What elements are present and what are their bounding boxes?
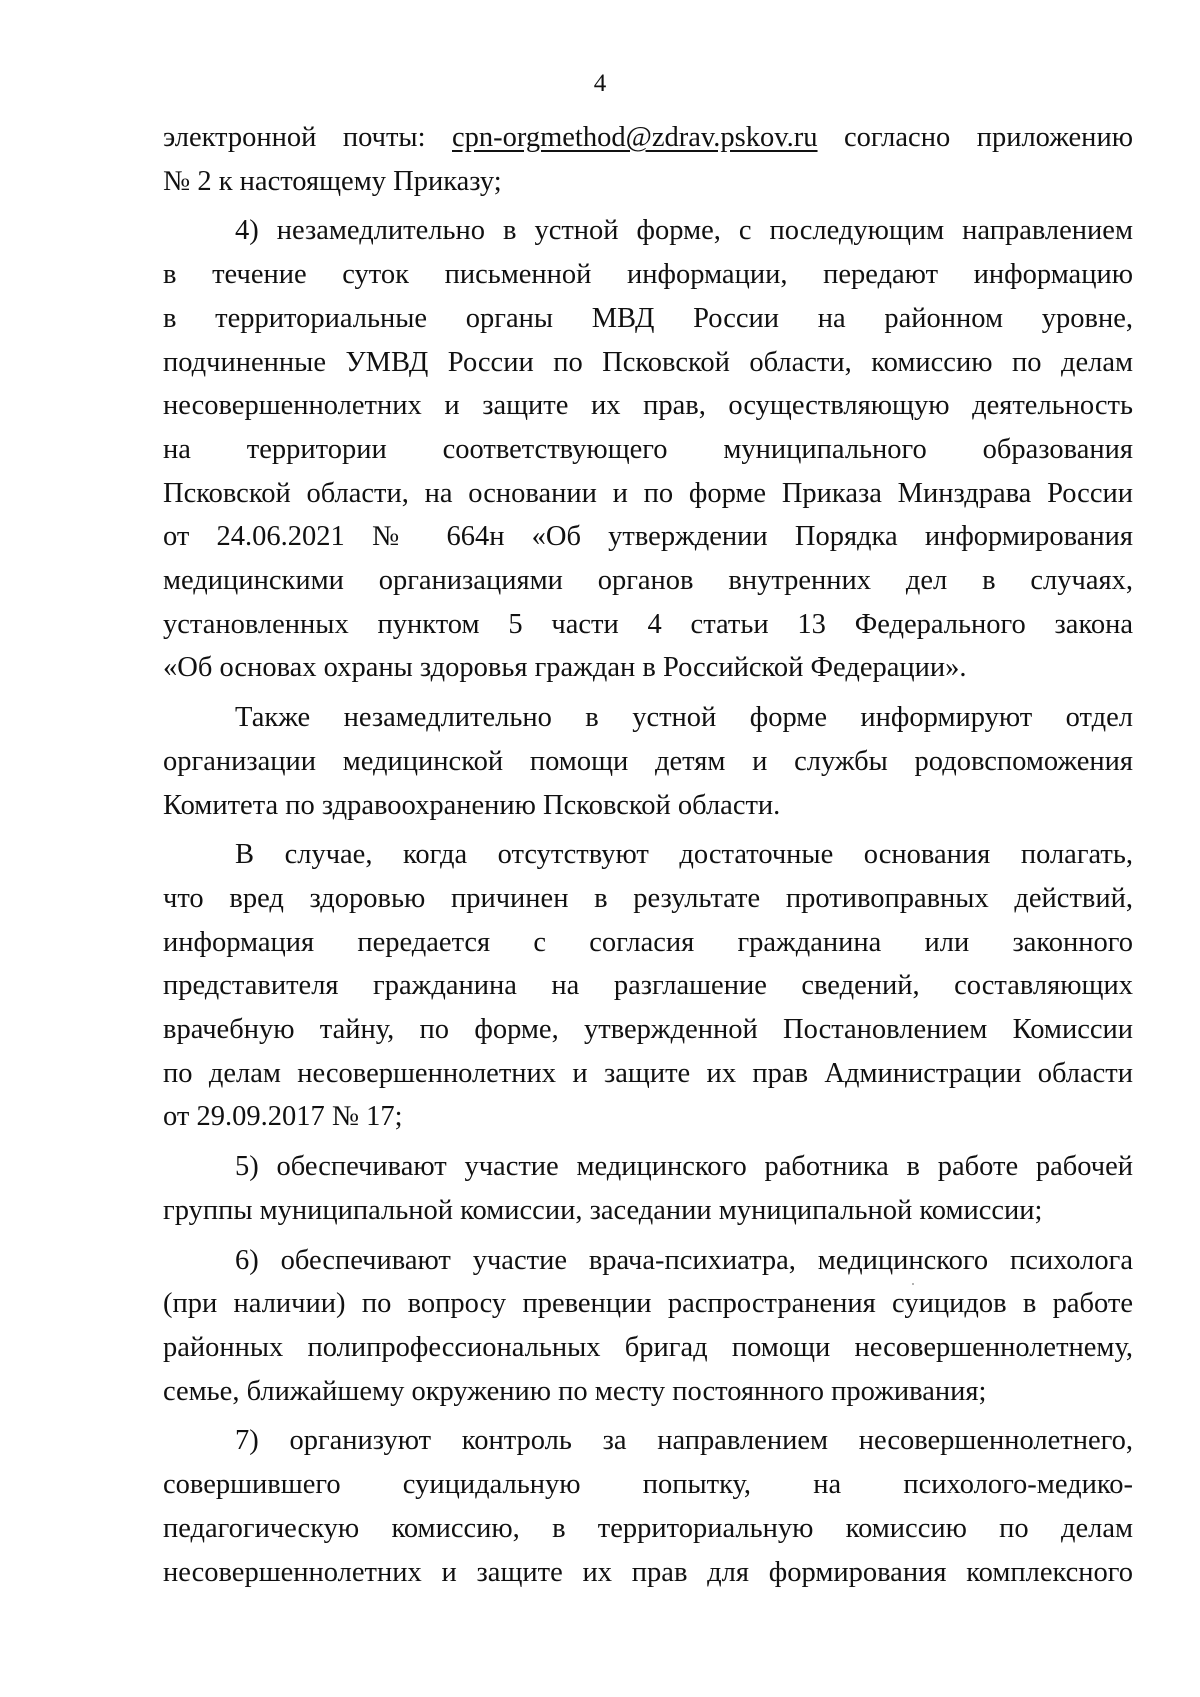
text-line: В случае, когда отсутствуют достаточные основания полагать, <box>235 839 1133 871</box>
scan-speck <box>912 1283 914 1285</box>
text-line: по делам несовершеннолетних и защите их прав Администрации области <box>163 1057 1133 1089</box>
page-number: 4 <box>593 70 607 97</box>
paragraph-in-case <box>163 833 1133 1139</box>
text-line <box>163 116 1133 160</box>
text-line: в течение суток письменной информации, передают информацию <box>163 259 1133 291</box>
text-line: медицинскими организациями органов внутренних дел в случаях, <box>163 565 1133 597</box>
text-line: совершившего суицидальную попытку, на психолого-медико- <box>163 1469 1133 1501</box>
text-line: что вред здоровью причинен в результате противоправных действий, <box>163 882 1133 914</box>
text-line: «Об основах охраны здоровья граждан в Российской Федерации». <box>163 652 967 684</box>
text-fragment: электронной почты: <box>163 122 452 153</box>
text-line: несовершеннолетних и защите их прав для формирования комплексного <box>163 1556 1133 1588</box>
text-line: (при наличии) по вопросу превенции распространения суицидов в работе <box>163 1288 1133 1320</box>
text-line: районных полипрофессиональных бригад помощи несовершеннолетнему, <box>163 1331 1133 1363</box>
text-line: Псковской области, на основании и по форме Приказа Минздрава России <box>163 477 1133 509</box>
text-line: Также незамедлительно в устной форме информируют отдел <box>235 702 1133 734</box>
text-line: представителя гражданина на разглашение сведений, составляющих <box>163 970 1133 1002</box>
text-line: от 24.06.2021 № 664н «Об утверждении Порядка информирования <box>163 521 1133 553</box>
text-line: Комитета по здравоохранению Псковской области. <box>163 789 781 821</box>
text-line: организации медицинской помощи детям и службы родовспоможения <box>163 745 1133 777</box>
text-line: группы муниципальной комиссии, заседании муниципальной комиссии; <box>163 1194 1043 1226</box>
text-line: установленных пунктом 5 части 4 статьи 13 Федерального закона <box>163 608 1133 640</box>
paragraph-item-7 <box>163 1419 1133 1594</box>
text-line: от 29.09.2017 № 17; <box>163 1101 403 1133</box>
text-line: № 2 к настоящему Приказу; <box>163 165 502 197</box>
text-line: 7) организуют контроль за направлением несовершеннолетнего, <box>235 1425 1133 1457</box>
text-line: 5) обеспечивают участие медицинского работника в работе рабочей <box>235 1151 1133 1183</box>
text-line: педагогическую комиссию, в территориальную комиссию по делам <box>163 1512 1133 1544</box>
paragraph-also-inform <box>163 696 1133 827</box>
text-line: информация передается с согласия гражданина или законного <box>163 926 1133 958</box>
text-line: 4) незамедлительно в устной форме, с последующим направлением <box>235 215 1133 247</box>
text-line: 6) обеспечивают участие врача-психиатра, медицинского психолога <box>235 1244 1133 1276</box>
text-line: в территориальные органы МВД России на районном уровне, <box>163 302 1133 334</box>
text-line: на территории соответствующего муниципального образования <box>163 433 1133 465</box>
paragraph-item-6 <box>163 1239 1133 1414</box>
text-line: несовершеннолетних и защите их прав, осуществляющую деятельность <box>163 390 1133 422</box>
paragraph-item-5 <box>163 1145 1133 1232</box>
text-fragment: согласно приложению <box>817 122 1133 153</box>
email-link[interactable]: cpn-orgmethod@zdrav.pskov.ru <box>452 122 818 153</box>
text-line: подчиненные УМВД России по Псковской области, комиссию по делам <box>163 346 1133 378</box>
paragraph-item-4 <box>163 209 1133 690</box>
text-line: врачебную тайну, по форме, утвержденной Постановлением Комиссии <box>163 1014 1133 1046</box>
paragraph-email-continuation <box>163 116 1133 203</box>
text-line: семье, ближайшему окружению по месту постоянного проживания; <box>163 1375 987 1407</box>
document-body <box>163 116 1133 1600</box>
